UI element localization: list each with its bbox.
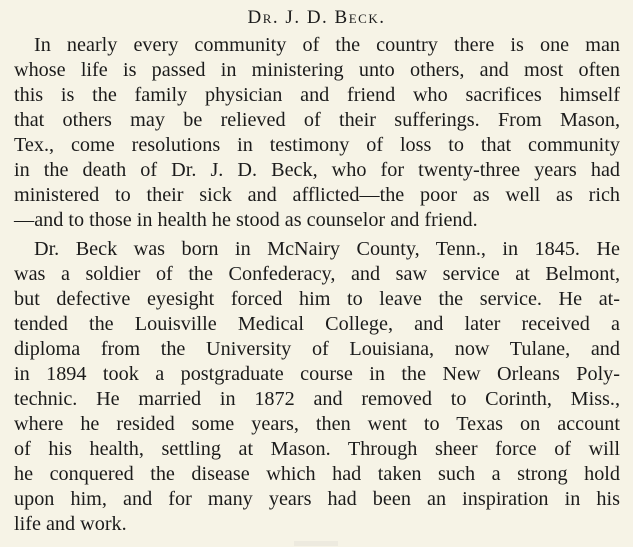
- text-line: In nearly every community of the country there is one man: [34, 34, 620, 56]
- text-line: technic. He married in 1872 and removed to Corinth, Miss.,: [14, 388, 620, 410]
- text-line: that others may be relieved of their sufferings. From Mason,: [14, 109, 620, 131]
- text-line: diploma from the University of Louisiana, now Tulane, and: [14, 338, 620, 360]
- text-line: upon him, and for many years had been an inspiration in his: [14, 488, 620, 510]
- text-line: Tex., come resolutions in testimony of loss to that community: [14, 134, 620, 156]
- text-line: Dr. Beck was born in McNairy County, Tenn., in 1845. He: [34, 238, 620, 260]
- text-line: ministered to their sick and afflicted—the poor as well as rich: [14, 184, 620, 206]
- text-line: life and work.: [14, 513, 127, 535]
- article-title: Dr. J. D. Beck.: [247, 7, 386, 28]
- text-line: whose life is passed in ministering unto others, and most often: [14, 59, 620, 81]
- text-line: but defective eyesight forced him to leave the service. He at-: [14, 288, 620, 310]
- text-line: this is the family physician and friend who sacrifices himself: [14, 84, 620, 106]
- text-line: was a soldier of the Confederacy, and saw service at Belmont,: [14, 263, 620, 285]
- text-line: he conquered the disease which had taken such a strong hold: [14, 463, 620, 485]
- text-line: —and to those in health he stood as counselor and friend.: [14, 209, 478, 231]
- text-line: of his health, settling at Mason. Through sheer force of will: [14, 438, 620, 460]
- text-line: where he resided some years, then went to Texas on account: [14, 413, 620, 435]
- page-edge-mark: [294, 541, 338, 546]
- text-line: in 1894 took a postgraduate course in the New Orleans Poly-: [14, 363, 620, 385]
- text-line: tended the Louisville Medical College, and later received a: [14, 313, 620, 335]
- text-line: in the death of Dr. J. D. Beck, who for twenty-three years had: [14, 159, 620, 181]
